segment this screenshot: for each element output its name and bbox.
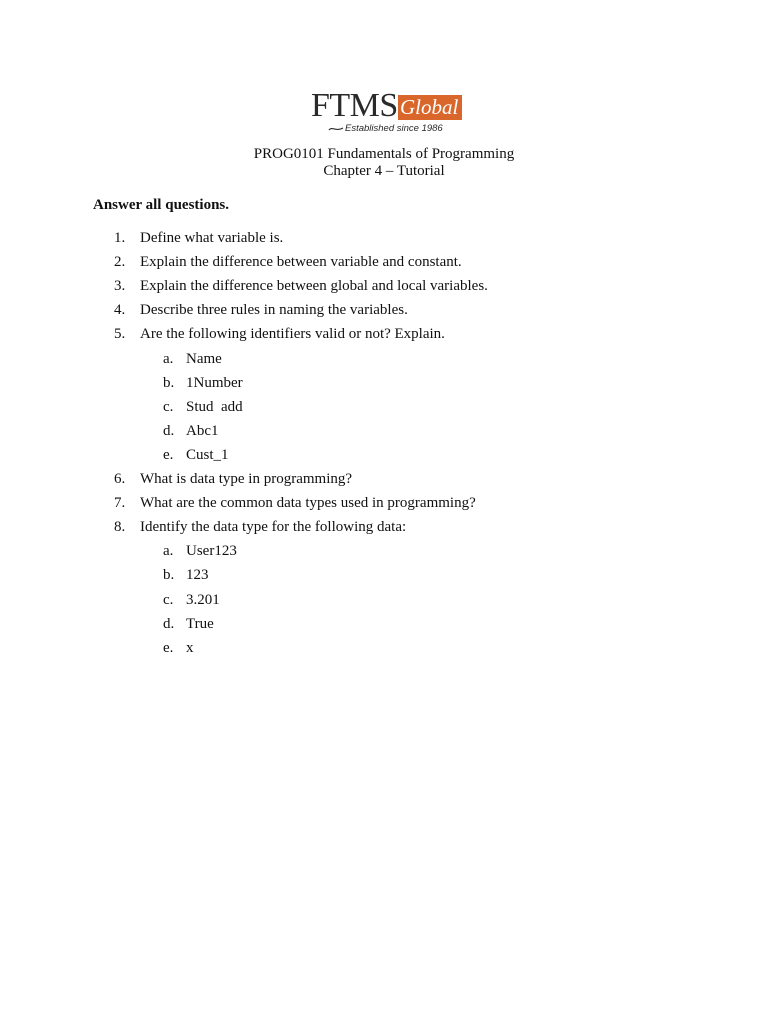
sub-item-text: Abc1 xyxy=(186,423,219,439)
sub-item-text: 123 xyxy=(186,567,209,583)
swoosh-icon xyxy=(328,126,344,132)
sub-item-text: 1Number xyxy=(186,375,243,391)
question-text: What is data type in programming? xyxy=(140,471,353,487)
question-text: Explain the difference between global and local variables. xyxy=(140,278,488,294)
document-header xyxy=(0,146,768,180)
question-number: 2. xyxy=(114,254,126,270)
instruction-text: Answer all questions. xyxy=(93,197,229,213)
ftms-global-logo xyxy=(311,88,471,136)
question-text: Explain the difference between variable and constant. xyxy=(140,254,462,270)
logo-tagline: Established since 1986 xyxy=(345,123,443,134)
question-text: Identify the data type for the following data: xyxy=(140,519,407,535)
question-text: Describe three rules in naming the variables. xyxy=(140,302,408,318)
question-number: 5. xyxy=(114,326,126,342)
sub-item-letter: a. xyxy=(163,543,174,559)
sub-item-letter: d. xyxy=(163,616,175,632)
sub-item-text: 3.201 xyxy=(186,592,220,608)
sub-item-letter: b. xyxy=(163,375,175,391)
question-number: 1. xyxy=(114,230,126,246)
question-number: 7. xyxy=(114,495,126,511)
question-number: 4. xyxy=(114,302,126,318)
sub-item-text: User123 xyxy=(186,543,237,559)
sub-item-text: Name xyxy=(186,351,222,367)
question-number: 3. xyxy=(114,278,126,294)
sub-item-letter: c. xyxy=(163,399,174,415)
logo-brand-suffix: Global xyxy=(398,95,462,120)
sub-item-text: True xyxy=(186,616,214,632)
sub-item-letter: e. xyxy=(163,640,174,656)
question-number: 6. xyxy=(114,471,126,487)
question-text: What are the common data types used in programming? xyxy=(140,495,476,511)
sub-item-letter: e. xyxy=(163,447,174,463)
sub-item-letter: d. xyxy=(163,423,175,439)
chapter-title: Chapter 4 – Tutorial xyxy=(323,163,445,179)
question-number: 8. xyxy=(114,519,126,535)
sub-item-letter: a. xyxy=(163,351,174,367)
course-title: PROG0101 Fundamentals of Programming xyxy=(253,146,515,162)
logo-brand: FTMS xyxy=(311,87,398,124)
question-text: Are the following identifiers valid or not? Explain. xyxy=(140,326,445,342)
question-text: Define what variable is. xyxy=(140,230,284,246)
sub-item-letter: c. xyxy=(163,592,174,608)
sub-item-text: Cust_1 xyxy=(186,447,229,463)
sub-item-text: Stud add xyxy=(186,399,243,415)
sub-item-letter: b. xyxy=(163,567,175,583)
sub-item-text: x xyxy=(186,640,194,656)
